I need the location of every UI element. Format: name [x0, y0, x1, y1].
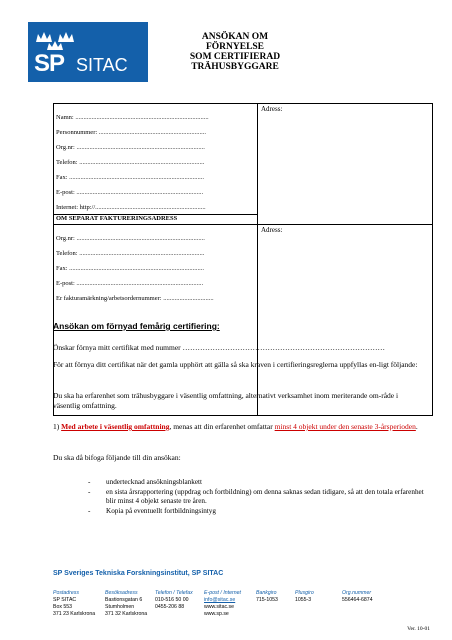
- list-dash: -: [88, 478, 91, 486]
- title-line: FÖRNYELSE: [205, 42, 265, 52]
- footer-line: 371 32 Karlskrona: [105, 611, 148, 617]
- work-extent-mid: , menas att din erfarenhet omfattar: [169, 422, 275, 431]
- divider-line: [54, 224, 432, 225]
- separate-billing-label: OM SEPARAT FAKTURERINGSADRESS: [56, 215, 178, 222]
- section-heading: Ansökan om förnyad femårig certifiering:: [53, 321, 220, 331]
- footer-line: 371 23 Karlskrona: [53, 611, 96, 617]
- attachments-intro: Du ska då bifoga följande till din ansökan:: [53, 453, 181, 462]
- name-field[interactable]: Namn: ..................................................................................: [56, 114, 209, 121]
- orgnr-field[interactable]: Org.nr: ...............................................................................: [56, 144, 205, 151]
- footer-line: 715-1053: [256, 597, 278, 603]
- billing-orgnr-field[interactable]: Org.nr: ...............................................................................: [56, 235, 205, 242]
- logo-sp-text: SP: [34, 50, 65, 77]
- footer-line: 010-516 50 00: [155, 597, 189, 603]
- footer-web-link[interactable]: www.sitac.se: [204, 604, 234, 610]
- footer-line: 1055-3: [295, 597, 312, 603]
- footer-column-head: E-post / Internet: [204, 590, 241, 596]
- list-dash: -: [88, 507, 91, 515]
- work-extent-prefix: 1): [53, 422, 62, 431]
- footer-column: [256, 590, 278, 604]
- footer-web-link[interactable]: www.sp.se: [204, 611, 229, 617]
- title-line: SOM CERTIFIERAD: [189, 52, 281, 62]
- billing-fax-field[interactable]: Fax: ...................................................................................: [56, 265, 205, 272]
- footer-column: [295, 590, 314, 604]
- experience-requirement-text: Du ska ha erfarenhet som trähusbyggare i väsentlig omfattning, alternativt verksamhet inom meriterande om-råde i väsentlig omfattning.: [53, 391, 399, 410]
- footer-column-head: Besöksadress: [105, 590, 138, 596]
- sp-sitac-logo: [28, 22, 148, 82]
- list-dash: -: [88, 488, 91, 496]
- epost-field[interactable]: E-post: ..............................................................................: [56, 189, 204, 196]
- list-item-text: en sista årsrapportering (uppdrag och fortbildning) om denna saknas sedan tidigare, så att den totala erfarenhet blir minst 4 objekt senaste tre åren.: [106, 488, 424, 505]
- list-item-text: undertecknad ansökningsblankett: [106, 478, 203, 486]
- internet-field[interactable]: Internet: http://....................................................................: [56, 204, 206, 211]
- version-label: Ver. 10-01: [407, 626, 430, 632]
- billing-epost-field[interactable]: E-post: ..............................................................................: [56, 280, 204, 287]
- work-extent-bold: Med arbete i väsentlig omfattning: [61, 422, 170, 431]
- footer-line: Stumholmen: [105, 604, 135, 610]
- footer-line: 0455-206 88: [155, 604, 185, 610]
- footer-email-link[interactable]: info@sitac.se: [204, 597, 236, 603]
- footer-line: Box 553: [53, 604, 73, 610]
- footer-column-head: Postadress: [53, 590, 79, 596]
- footer-column-head: Telefon / Telefax: [155, 590, 193, 596]
- personnummer-field[interactable]: Personnummer: ..................................................................: [56, 129, 207, 136]
- footer-line: SP SITAC: [53, 597, 77, 603]
- billing-address-label: Adress:: [261, 226, 283, 234]
- footer-organization: SP Sveriges Tekniska Forskningsinstitut, SP SITAC: [53, 570, 224, 577]
- title-line: ANSÖKAN OM: [201, 32, 269, 42]
- invoice-reference-field[interactable]: Er fakturamärkning/arbetsordernummer: ...............................: [56, 295, 214, 302]
- footer-column-head: Plusgiro: [295, 590, 314, 596]
- work-extent-end: .: [415, 422, 418, 431]
- address-label: Adress:: [261, 105, 283, 113]
- footer-line: 556464-6874: [342, 597, 373, 603]
- title-line: TRÄHUSBYGGARE: [191, 62, 279, 72]
- list-item: [88, 507, 428, 516]
- list-item-text: Kopia på eventuellt fortbildningsintyg: [106, 507, 216, 515]
- footer-column: [155, 590, 193, 611]
- telefon-field[interactable]: Telefon: .............................................................................: [56, 159, 205, 166]
- footer-column: [342, 590, 373, 604]
- footer-line: Bastionsgatan 6: [105, 597, 143, 603]
- certificate-number-line[interactable]: Önskar förnya mitt certifikat med nummer ………………………………………………………………………: [53, 343, 386, 352]
- work-extent-underlined: minst 4 objekt under den senaste 3-årsperioden: [274, 422, 416, 431]
- crowns-icon: [28, 22, 148, 52]
- attachments-list: [88, 478, 428, 516]
- billing-telefon-field[interactable]: Telefon: .............................................................................: [56, 250, 205, 257]
- logo-sitac-text: SITAC: [76, 55, 128, 75]
- footer-column: [105, 590, 147, 618]
- work-extent-paragraph: [53, 422, 423, 432]
- footer-column: [204, 590, 241, 618]
- footer-column-head: Org.nummer: [342, 590, 372, 596]
- list-item: [88, 478, 428, 487]
- footer-column-head: Bankgiro: [256, 590, 277, 596]
- document-title: [170, 32, 300, 72]
- list-item: [88, 488, 428, 506]
- fax-field[interactable]: Fax: ...................................................................................: [56, 174, 205, 181]
- footer-column: [53, 590, 95, 618]
- renewal-requirements-text: För att förnya ditt certifikat när det gamla upphört att gälla så ska kraven i certifieringsreglerna uppfyllas en-ligt följande:: [53, 360, 418, 369]
